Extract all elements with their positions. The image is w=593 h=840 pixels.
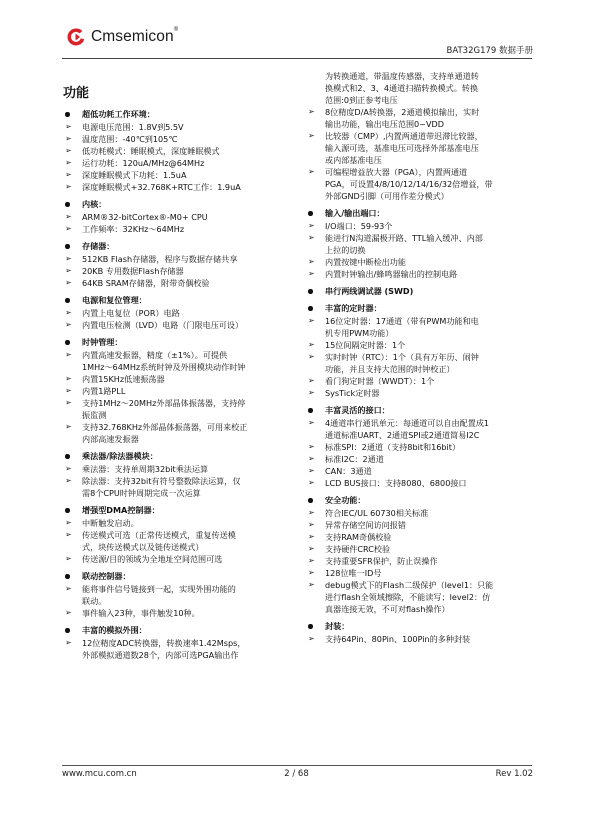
arrow-bullet-icon: ➢ bbox=[65, 374, 72, 383]
arrow-bullet-icon: ➢ bbox=[65, 518, 72, 527]
arrow-bullet-icon: ➢ bbox=[65, 320, 72, 329]
feature-item bbox=[305, 256, 537, 268]
brand-name: Cmsemicon® bbox=[91, 27, 179, 45]
feature-item-line: 内置电压检测（LVD）电路（门限电压可设） bbox=[82, 320, 244, 330]
feature-item-line: 16位定时器：17通道（带有PWM功能和电 bbox=[325, 316, 479, 326]
arrow-bullet-icon: ➢ bbox=[65, 134, 72, 143]
feature-item-line: 需8个CPU时钟周期完成一次运算 bbox=[82, 488, 201, 498]
feature-item-line: 内置15KHz低速振荡器 bbox=[82, 374, 165, 384]
feature-item-line: 中断触发启动。 bbox=[82, 518, 139, 528]
feature-item-line: 比较器（CMP）,内置两通道带迟滞比较器， bbox=[325, 131, 483, 141]
arrow-bullet-icon: ➢ bbox=[65, 476, 72, 485]
feature-item-line: CAN：3通道 bbox=[325, 466, 372, 476]
feature-item bbox=[62, 607, 296, 619]
feature-item bbox=[62, 265, 296, 277]
feature-item bbox=[305, 543, 537, 555]
feature-item bbox=[305, 130, 537, 166]
feature-group-title: 联动控制器： bbox=[62, 570, 296, 582]
feature-item-line: I/O端口：59-93个 bbox=[325, 221, 393, 231]
cmsemicon-logo-icon bbox=[66, 27, 86, 47]
feature-item bbox=[62, 121, 296, 133]
feature-item-line: 温度范围：-40℃到105℃ bbox=[82, 134, 178, 144]
feature-item-line: 内置上电复位（POR）电路 bbox=[82, 308, 180, 318]
arrow-bullet-icon: ➢ bbox=[65, 608, 72, 617]
feature-group-title: 安全功能： bbox=[305, 494, 537, 506]
feature-item-line: 进行flash全领域擦除，不能读写；level2：仿 bbox=[325, 592, 491, 602]
feature-item-line: 内置时钟输出/蜂鸣器输出的控制电路 bbox=[325, 269, 458, 279]
feature-item bbox=[305, 477, 537, 489]
feature-item-line: 支持1MHz～20MHz外部晶体振荡器，支持停 bbox=[82, 398, 246, 408]
feature-item-line: SysTick定时器 bbox=[325, 388, 380, 398]
arrow-bullet-icon: ➢ bbox=[65, 254, 72, 263]
feature-item bbox=[62, 319, 296, 331]
feature-item-line: ARM®32-bitCortex®-M0+ CPU bbox=[82, 212, 208, 222]
arrow-bullet-icon: ➢ bbox=[65, 638, 72, 647]
feature-item-line: 外部模拟通道数28个，内部可选PGA输出作 bbox=[82, 650, 239, 660]
arrow-bullet-icon: ➢ bbox=[308, 466, 315, 475]
company-logo bbox=[66, 27, 178, 47]
feature-item bbox=[62, 133, 296, 145]
arrow-bullet-icon: ➢ bbox=[65, 158, 72, 167]
feature-item bbox=[62, 349, 296, 373]
header-divider bbox=[62, 58, 532, 59]
footer-revision: Rev 1.02 bbox=[495, 769, 533, 779]
feature-item bbox=[62, 169, 296, 181]
feature-group bbox=[62, 624, 296, 661]
feature-item bbox=[305, 220, 537, 232]
feature-group bbox=[62, 294, 296, 331]
arrow-bullet-icon: ➢ bbox=[308, 418, 315, 427]
arrow-bullet-icon: ➢ bbox=[308, 221, 315, 230]
feature-item-line: 联动。 bbox=[82, 596, 107, 606]
arrow-bullet-icon: ➢ bbox=[65, 266, 72, 275]
feature-item-line: 支持重要SFR保护，防止误操作 bbox=[325, 556, 438, 566]
feature-item-line: 符合IEC/UL 60730相关标准 bbox=[325, 508, 429, 518]
section-title: 功能 bbox=[63, 86, 90, 101]
feature-item bbox=[305, 106, 537, 130]
feature-group-title: 输入/输出端口： bbox=[305, 207, 537, 219]
arrow-bullet-icon: ➢ bbox=[308, 544, 315, 553]
arrow-bullet-icon: ➢ bbox=[65, 224, 72, 233]
feature-item bbox=[305, 633, 537, 645]
arrow-bullet-icon: ➢ bbox=[65, 554, 72, 563]
feature-item bbox=[305, 519, 537, 531]
arrow-bullet-icon: ➢ bbox=[308, 107, 315, 116]
feature-item bbox=[305, 579, 537, 615]
feature-item-line: 电源电压范围：1.8V到5.5V bbox=[82, 122, 184, 132]
feature-item bbox=[62, 529, 296, 553]
feature-item-line: 运行功耗：120uA/MHz@64MHz bbox=[82, 158, 205, 168]
arrow-bullet-icon: ➢ bbox=[65, 350, 72, 359]
feature-item bbox=[305, 441, 537, 453]
feature-item-line: 1MHz～64MHz系统时钟及外围模块动作时钟 bbox=[82, 362, 246, 372]
feature-group-title: 丰富的模拟外围： bbox=[62, 624, 296, 636]
feature-item bbox=[305, 375, 537, 387]
feature-item bbox=[62, 253, 296, 265]
arrow-bullet-icon: ➢ bbox=[65, 122, 72, 131]
feature-item bbox=[305, 166, 537, 202]
feature-item bbox=[62, 421, 296, 445]
feature-item-line: 功能，并且支持大范围的时钟校正） bbox=[325, 364, 455, 374]
feature-item-line: 或内部基准电压 bbox=[325, 155, 382, 165]
feature-item bbox=[62, 385, 296, 397]
feature-item-line: 深度睡眠模式下功耗：1.5uA bbox=[82, 170, 187, 180]
feature-item bbox=[305, 351, 537, 375]
feature-group-title: 内核： bbox=[62, 198, 296, 210]
feature-item-line: 8位精度D/A转换器，2通道模拟输出，实时 bbox=[325, 107, 480, 117]
feature-item-line: PGA，可设置4/8/10/12/14/16/32倍增益，带 bbox=[325, 179, 493, 189]
feature-item-line: 128位唯一ID号 bbox=[325, 568, 382, 578]
feature-item-line: 支持64Pin、80Pin、100Pin的多种封装 bbox=[325, 634, 471, 644]
arrow-bullet-icon: ➢ bbox=[65, 422, 72, 431]
feature-item bbox=[305, 567, 537, 579]
feature-item-line: debug模式下的Flash二级保护（level1：只能 bbox=[325, 580, 494, 590]
feature-item-line: 支持RAM奇偶校验 bbox=[325, 532, 392, 542]
feature-group bbox=[62, 240, 296, 289]
feature-group bbox=[62, 570, 296, 619]
feature-item-line: 支持32.768KHz外部晶体振荡器，可用来校正 bbox=[82, 422, 248, 432]
feature-item bbox=[305, 531, 537, 543]
feature-item bbox=[62, 181, 296, 193]
feature-item bbox=[305, 70, 537, 106]
arrow-bullet-icon: ➢ bbox=[308, 568, 315, 577]
feature-item-line: 能进行N沟道漏极开路、TTL输入缓冲、内部 bbox=[325, 233, 483, 243]
feature-item bbox=[62, 211, 296, 223]
feature-item bbox=[62, 373, 296, 385]
feature-item-line: 上拉的切换 bbox=[325, 245, 366, 255]
arrow-bullet-icon: ➢ bbox=[308, 269, 315, 278]
feature-item bbox=[305, 339, 537, 351]
feature-item-line: 4通道串行通讯单元：每通道可以自由配置成1 bbox=[325, 418, 490, 428]
footer-page-number: 2 / 68 bbox=[284, 769, 309, 779]
feature-item-line: 事件输入23种，事件触发10种。 bbox=[82, 608, 200, 618]
feature-item-line: 内置1路PLL bbox=[82, 386, 126, 396]
footer-divider bbox=[62, 765, 532, 766]
feature-group bbox=[62, 108, 296, 193]
feature-item-line: 输出功能，输出电压范围0~VDD bbox=[325, 119, 444, 129]
arrow-bullet-icon: ➢ bbox=[65, 212, 72, 221]
feature-group bbox=[62, 336, 296, 445]
arrow-bullet-icon: ➢ bbox=[308, 532, 315, 541]
feature-item-line: 内置高速发振器，精度（±1%）。可提供 bbox=[82, 350, 228, 360]
feature-group bbox=[305, 302, 537, 399]
feature-group bbox=[305, 620, 537, 645]
feature-item-line: 真器连接无效，不可对flash操作） bbox=[325, 604, 450, 614]
feature-group-title: 串行两线调试器 (SWD) bbox=[305, 285, 537, 297]
feature-group-title: 增强型DMA控制器： bbox=[62, 504, 296, 516]
feature-item bbox=[305, 268, 537, 280]
feature-group bbox=[305, 285, 537, 297]
arrow-bullet-icon: ➢ bbox=[65, 530, 72, 539]
feature-group bbox=[305, 404, 537, 489]
feature-group-title: 超低功耗工作环境： bbox=[62, 108, 296, 120]
feature-item bbox=[305, 315, 537, 339]
feature-group-title: 时钟管理： bbox=[62, 336, 296, 348]
feature-group-title: 丰富灵活的接口： bbox=[305, 404, 537, 416]
arrow-bullet-icon: ➢ bbox=[308, 131, 315, 140]
arrow-bullet-icon: ➢ bbox=[308, 376, 315, 385]
arrow-bullet-icon: ➢ bbox=[308, 454, 315, 463]
feature-item bbox=[62, 517, 296, 529]
feature-item-line: 能将事件信号链接到一起，实现外围功能的 bbox=[82, 584, 236, 594]
feature-item-line: 外部GND引脚（可用作差分模式） bbox=[325, 191, 449, 201]
right-feature-column bbox=[305, 70, 537, 650]
arrow-bullet-icon: ➢ bbox=[308, 340, 315, 349]
feature-group bbox=[305, 494, 537, 615]
feature-item-line: 为转换通道，带温度传感器，支持单通道转 bbox=[325, 71, 479, 81]
feature-item-line: 支持硬件CRC校验 bbox=[325, 544, 391, 554]
feature-item-line: 标准I2C：2通道 bbox=[325, 454, 384, 464]
feature-item-line: 内部高速发振器 bbox=[82, 434, 139, 444]
feature-item bbox=[62, 637, 296, 661]
arrow-bullet-icon: ➢ bbox=[308, 167, 315, 176]
feature-item bbox=[62, 157, 296, 169]
feature-group bbox=[62, 450, 296, 499]
page-header bbox=[0, 0, 593, 70]
feature-item bbox=[62, 307, 296, 319]
left-feature-column bbox=[62, 108, 296, 666]
feature-item bbox=[62, 463, 296, 475]
feature-item-line: 标准SPI：2通道（支持8bit和16bit） bbox=[325, 442, 461, 452]
feature-group-title: 电源和复位管理： bbox=[62, 294, 296, 306]
arrow-bullet-icon: ➢ bbox=[308, 233, 315, 242]
arrow-bullet-icon: ➢ bbox=[308, 442, 315, 451]
arrow-bullet-icon: ➢ bbox=[308, 508, 315, 517]
feature-item-line: 异常存储空间访问报错 bbox=[325, 520, 406, 530]
feature-item-line: 可编程增益放大器（PGA），内置两通道 bbox=[325, 167, 468, 177]
feature-item-line: 传送源/目的领域为全地址空间范围可选 bbox=[82, 554, 223, 564]
feature-item bbox=[305, 232, 537, 256]
feature-item-line: 15位间隔定时器：1个 bbox=[325, 340, 406, 350]
feature-item-line: LCD BUS接口：支持8080、6800接口 bbox=[325, 478, 467, 488]
feature-item bbox=[305, 453, 537, 465]
feature-item-line: 64KB SRAM存储器，附带奇偶校验 bbox=[82, 278, 210, 288]
feature-item-line: 512KB Flash存储器，程序与数据存储共享 bbox=[82, 254, 238, 264]
feature-item-line: 实时时钟（RTC）：1个（具有万年历、闹钟 bbox=[325, 352, 479, 362]
feature-item-line: 看门狗定时器（WWDT）：1个 bbox=[325, 376, 435, 386]
feature-item-line: 范围:0到正参考电压 bbox=[325, 95, 398, 105]
arrow-bullet-icon: ➢ bbox=[308, 478, 315, 487]
feature-item bbox=[305, 417, 537, 441]
feature-item-line: 12位精度ADC转换器，转换速率1.42Msps， bbox=[82, 638, 246, 648]
feature-item bbox=[62, 145, 296, 157]
arrow-bullet-icon: ➢ bbox=[65, 584, 72, 593]
feature-item-line: 乘法器：支持单周期32bit乘法运算 bbox=[82, 464, 209, 474]
arrow-bullet-icon: ➢ bbox=[65, 170, 72, 179]
feature-item-line: 换模式和2、3、4通道扫描转换模式。转换 bbox=[325, 83, 479, 93]
feature-item bbox=[305, 465, 537, 477]
feature-item bbox=[62, 475, 296, 499]
feature-item bbox=[305, 555, 537, 567]
feature-item bbox=[62, 277, 296, 289]
feature-item bbox=[62, 553, 296, 565]
feature-item-line: 传送模式可选（正常传送模式，重复传送模 bbox=[82, 530, 236, 540]
footer-url: www.mcu.com.cn bbox=[62, 769, 137, 779]
feature-item-line: 内置按键中断检出功能 bbox=[325, 257, 406, 267]
feature-group-title: 存储器： bbox=[62, 240, 296, 252]
feature-item-line: 通道标准UART、2通道SPI或2通道简易I2C bbox=[325, 430, 480, 440]
feature-group bbox=[305, 70, 537, 202]
feature-group bbox=[305, 207, 537, 280]
feature-item bbox=[62, 223, 296, 235]
feature-group-title: 乘法器/除法器模块： bbox=[62, 450, 296, 462]
arrow-bullet-icon: ➢ bbox=[308, 388, 315, 397]
arrow-bullet-icon: ➢ bbox=[65, 386, 72, 395]
feature-item-line: 式，块传送模式以及链传送模式） bbox=[82, 542, 204, 552]
arrow-bullet-icon: ➢ bbox=[65, 308, 72, 317]
feature-group-title: 丰富的定时器： bbox=[305, 302, 537, 314]
feature-item bbox=[305, 507, 537, 519]
feature-item-line: 20KB 专用数据Flash存储器 bbox=[82, 266, 184, 276]
arrow-bullet-icon: ➢ bbox=[308, 520, 315, 529]
arrow-bullet-icon: ➢ bbox=[65, 278, 72, 287]
feature-item-line: 除法器：支持32bit有符号整数除法运算，仅 bbox=[82, 476, 241, 486]
arrow-bullet-icon: ➢ bbox=[308, 352, 315, 361]
document-title: BAT32G179 数据手册 bbox=[446, 46, 533, 56]
feature-item bbox=[305, 387, 537, 399]
arrow-bullet-icon: ➢ bbox=[308, 580, 315, 589]
feature-item-line: 振监测 bbox=[82, 410, 107, 420]
feature-group bbox=[62, 504, 296, 565]
arrow-bullet-icon: ➢ bbox=[65, 464, 72, 473]
feature-item bbox=[62, 583, 296, 607]
arrow-bullet-icon: ➢ bbox=[65, 146, 72, 155]
feature-item-line: 深度睡眠模式+32.768K+RTC工作：1.9uA bbox=[82, 182, 241, 192]
feature-group-title: 封装： bbox=[305, 620, 537, 632]
feature-item-line: 输入源可选，基准电压可选择外部基准电压 bbox=[325, 143, 479, 153]
arrow-bullet-icon: ➢ bbox=[65, 398, 72, 407]
arrow-bullet-icon: ➢ bbox=[308, 556, 315, 565]
feature-item-line: 低功耗模式：睡眠模式，深度睡眠模式 bbox=[82, 146, 220, 156]
feature-item-line: 工作频率：32KHz～64MHz bbox=[82, 224, 185, 234]
arrow-bullet-icon: ➢ bbox=[308, 316, 315, 325]
feature-item-line: 机专用PWM功能） bbox=[325, 328, 394, 338]
feature-item bbox=[62, 397, 296, 421]
arrow-bullet-icon: ➢ bbox=[308, 634, 315, 643]
feature-group bbox=[62, 198, 296, 235]
arrow-bullet-icon: ➢ bbox=[65, 182, 72, 191]
arrow-bullet-icon: ➢ bbox=[308, 257, 315, 266]
